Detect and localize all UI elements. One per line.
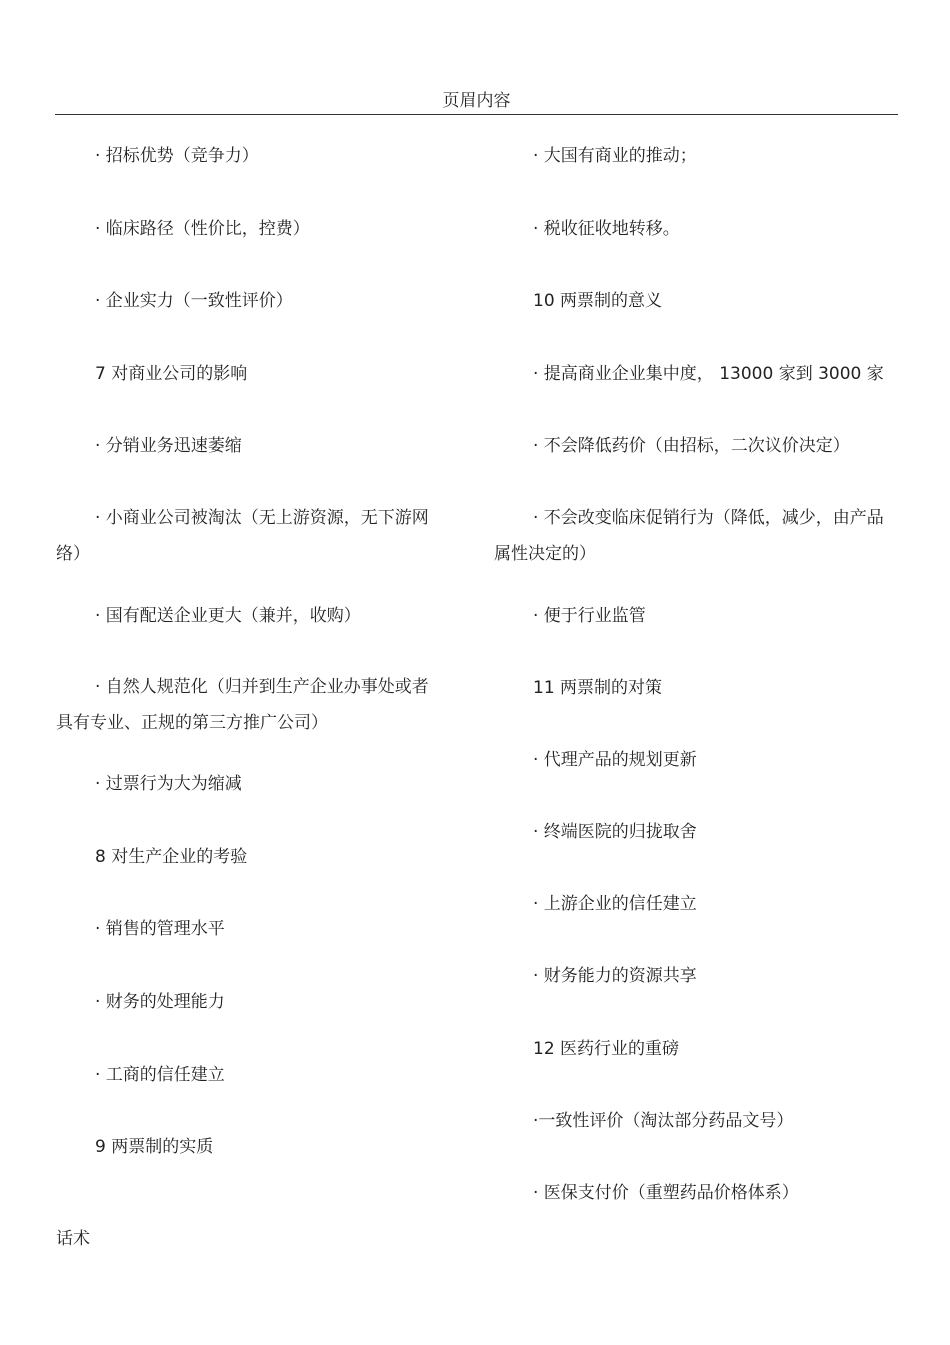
list-item: · 大国有商业的推动； xyxy=(533,146,697,166)
section-heading: 12 医药行业的重磅 xyxy=(533,1039,680,1059)
list-item: · 过票行为大为缩减 xyxy=(95,774,242,794)
section-heading: 9 两票制的实质 xyxy=(95,1137,214,1157)
list-item: · 分销业务迅速萎缩 xyxy=(95,436,242,456)
list-item: · 上游企业的信任建立 xyxy=(533,894,697,914)
list-item: · 国有配送企业更大（兼并，收购） xyxy=(95,606,361,626)
list-item: · 企业实力（一致性评价） xyxy=(95,291,293,311)
list-item: · 招标优势（竞争力） xyxy=(95,146,259,166)
list-item: · 不会降低药价（由招标，二次议价决定） xyxy=(533,436,850,456)
list-item: · 临床路径（性价比，控费） xyxy=(95,219,310,239)
list-item: · 小商业公司被淘汰（无上游资源，无下游网络） xyxy=(56,508,429,564)
list-item: · 财务的处理能力 xyxy=(95,992,225,1012)
list-item: · 医保支付价（重塑药品价格体系） xyxy=(533,1183,799,1203)
page-header: 页眉内容 xyxy=(55,88,898,115)
section-heading: 10 两票制的意义 xyxy=(533,291,663,311)
page-footer: 话术 xyxy=(56,1229,90,1249)
list-item: · 代理产品的规划更新 xyxy=(533,750,697,770)
list-item: · 销售的管理水平 xyxy=(95,919,225,939)
list-item: · 便于行业监管 xyxy=(533,606,646,626)
list-item: ·一致性评价（淘汰部分药品文号） xyxy=(533,1111,794,1131)
section-heading: 11 两票制的对策 xyxy=(533,678,663,698)
list-item: · 税收征收地转移。 xyxy=(533,219,680,239)
list-item: · 工商的信任建立 xyxy=(95,1065,225,1085)
list-item: · 终端医院的归拢取舍 xyxy=(533,822,697,842)
section-heading: 8 对生产企业的考验 xyxy=(95,847,248,867)
section-heading: 7 对商业公司的影响 xyxy=(95,364,248,384)
list-item: · 不会改变临床促销行为（降低，减少，由产品属性决定的） xyxy=(494,508,884,564)
list-item: · 提高商业企业集中度， 13000 家到 3000 家 xyxy=(533,364,884,384)
list-item: · 自然人规范化（归并到生产企业办事处或者具有专业、正规的第三方推广公司） xyxy=(56,677,429,733)
list-item: · 财务能力的资源共享 xyxy=(533,966,697,986)
